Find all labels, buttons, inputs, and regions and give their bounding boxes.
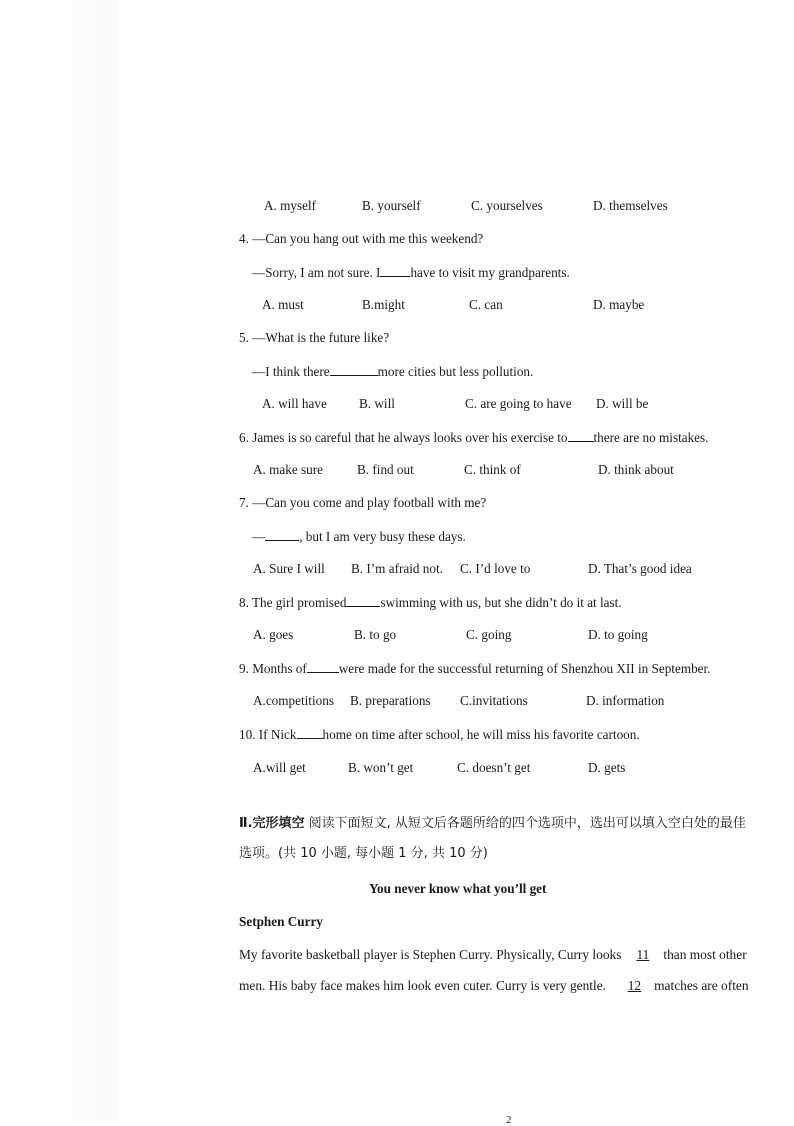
option-d: D. That’s good idea [588,561,692,576]
answer-text-end: , but I am very busy these days. [299,529,466,544]
option-a: A. make sure [253,462,323,477]
option-a: A. must [262,297,304,312]
option-c: C. think of [464,462,521,477]
blank-12: 12 [627,978,642,993]
instruction-line-1: 阅读下面短文, 从短文后各题所给的四个选项中，选出可以填入空白处的最佳 [308,816,746,831]
question-stem [239,231,483,247]
answer-blank [330,363,378,376]
option-a: A. goes [253,627,294,642]
option-a: A. myself [264,198,317,213]
passage-subtitle: Setphen Curry [239,914,323,929]
answer-blank [346,594,380,607]
option-a: A. will have [262,396,327,411]
option-b: B. won’t get [348,760,414,775]
question-text-start: If Nick [258,727,297,742]
question-line: —What is the future like? [252,330,390,345]
passage-line-1 [239,947,747,963]
answer-line [252,528,466,545]
option-c: C. I’d love to [460,561,531,576]
question-stem [239,429,708,446]
passage-text: men. His baby face makes him look even cuter. Curry is very gentle. [239,978,607,993]
question-number: 4. [239,231,249,246]
question-number: 5. [239,330,249,345]
passage-text: than most other [663,947,747,962]
question-line: —Can you come and play football with me? [252,495,487,510]
option-b: B.might [362,297,405,312]
question-stem [239,660,710,677]
answer-text-start: —Sorry, I am not sure. I [252,265,381,280]
question-text-start: The girl promised [251,595,347,610]
answer-blank [265,528,299,541]
answer-text-end: have to visit my grandparents. [410,265,570,280]
answer-blank [307,660,339,673]
option-a: A.competitions [253,693,334,708]
section-instruction [239,816,746,832]
option-d: D. themselves [593,198,668,213]
question-text-end: were made for the successful returning of Shenzhou XII in September. [338,661,711,676]
option-a: A. Sure I will [253,561,325,576]
option-b: B. find out [357,462,414,477]
question-number: 10. [239,727,256,742]
question-number: 8. [239,595,249,610]
question-number: 9. [239,661,249,676]
passage-title: You never know what you’ll get [369,881,547,896]
option-b: B. yourself [362,198,421,213]
question-text-end: there are no mistakes. [593,430,709,445]
answer-text-start: —I think there [252,364,330,379]
question-stem [239,330,389,346]
question-number: 6. [239,430,249,445]
option-b: B. will [359,396,395,411]
question-text-end: swimming with us, but she didn’t do it at last. [380,595,622,610]
section-heading: Ⅱ.完形填空 [239,816,305,831]
passage-text: My favorite basketball player is Stephen Curry. Physically, Curry looks [239,947,622,962]
question-text-end: home on time after school, he will miss his favorite cartoon. [322,727,640,742]
question-stem [239,594,622,611]
option-b: B. to go [354,627,397,642]
answer-text-start: — [252,529,266,544]
question-stem [239,726,640,743]
blank-11: 11 [636,947,650,962]
question-stem [239,495,486,511]
question-text-start: Months of [252,661,307,676]
option-b: B. preparations [350,693,431,708]
answer-line [252,363,533,380]
option-b: B. I’m afraid not. [351,561,443,576]
answer-blank [568,429,594,442]
instruction-line-2: 选项。(共 10 小题, 每小题 1 分, 共 10 分) [239,846,488,861]
answer-text-end: more cities but less pollution. [377,364,534,379]
option-c: C.invitations [460,693,528,708]
answer-blank [297,726,323,739]
question-line: —Can you hang out with me this weekend? [252,231,484,246]
option-d: D. will be [596,396,649,411]
option-d: D. maybe [593,297,645,312]
option-d: D. information [586,693,665,708]
passage-text: matches are often [654,978,749,993]
option-d: D. think about [598,462,674,477]
option-c: C. yourselves [471,198,543,213]
option-d: D. gets [588,760,626,775]
question-text-start: James is so careful that he always looks over his exercise to [252,430,568,445]
page-number: 2 [506,1114,512,1126]
passage-line-2 [239,978,749,994]
answer-line [252,264,570,281]
answer-blank [380,264,410,277]
option-d: D. to going [588,627,648,642]
option-a: A.will get [253,760,306,775]
option-c: C. going [466,627,512,642]
option-c: C. doesn’t get [457,760,531,775]
question-number: 7. [239,495,249,510]
option-c: C. are going to have [465,396,572,411]
option-c: C. can [469,297,503,312]
